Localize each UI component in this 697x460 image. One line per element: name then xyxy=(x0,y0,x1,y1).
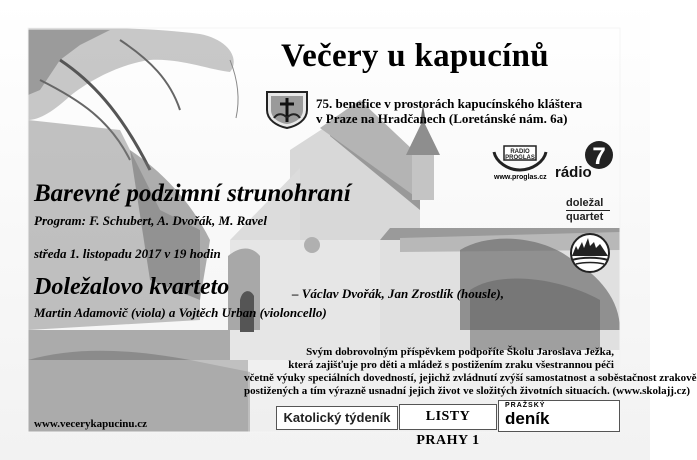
support-line: která zajišťuje pro děti a mládež s postižením zraku všestrannou péči xyxy=(288,359,614,371)
denik-label: deník xyxy=(505,409,550,428)
website-link[interactable]: www.vecerykapucinu.cz xyxy=(34,418,148,430)
support-line: včetně výuky speciálních dovedností, jejichž zvládnutí zvýší samostatnost a soběstačnost zrakově xyxy=(244,372,697,384)
benefit-address: v Praze na Hradčanech (Loretánské nám. 6a) xyxy=(316,111,568,126)
svg-text:rádio: rádio xyxy=(555,164,592,181)
quartet-logo-line2: quartet xyxy=(566,211,604,223)
dolezal-quartet-logo xyxy=(566,197,610,223)
svg-text:PROGLAS: PROGLAS xyxy=(505,155,535,161)
concert-program: Program: F. Schubert, A. Dvořák, M. Ravel xyxy=(34,213,267,228)
benefit-line: 75. benefice v prostorách kapucínského kláštera xyxy=(316,96,583,111)
concert-date: středa 1. listopadu 2017 v 19 hodin xyxy=(34,246,221,261)
prazsky-denik-logo xyxy=(498,400,620,432)
prague-castle-logo-icon xyxy=(566,232,614,274)
radio-7-logo xyxy=(553,137,615,181)
series-title: Večery u kapucínů xyxy=(281,38,549,74)
katolicky-tydenik-logo: Katolický týdeník xyxy=(276,406,398,430)
prazsky-label: PRAŽSKÝ xyxy=(505,402,546,409)
support-line: Svým dobrovolným příspěvkem podpoříte Školu Jaroslava Ježka, xyxy=(306,346,614,358)
listy-prahy-1-logo xyxy=(399,404,497,448)
ensemble-members-line1: – Václav Dvořák, Jan Zrostlík (housle), xyxy=(292,286,504,301)
charity-support-text xyxy=(244,346,697,398)
svg-text:7: 7 xyxy=(592,143,606,170)
benefit-info xyxy=(316,96,582,126)
concert-title: Barevné podzimní strunohraní xyxy=(34,180,351,207)
listy-prahy-text: LISTY PRAHY xyxy=(416,409,471,448)
ensemble-name: Doležalovo kvarteto xyxy=(34,274,230,300)
quartet-logo-line1: doležal xyxy=(566,197,604,209)
ensemble-members-line2: Martin Adamovič (viola) a Vojtěch Urban (violoncello) xyxy=(34,305,327,320)
listy-prahy-number: 1 xyxy=(472,433,480,448)
capuchin-emblem-icon xyxy=(263,88,311,130)
support-line: postižených a tím výrazně usnadní jejich život ve složitých životních situacích. (www.skolajj.cz) xyxy=(244,385,691,397)
proglas-url: www.proglas.cz xyxy=(494,174,547,181)
svg-text:RADIO: RADIO xyxy=(510,149,530,155)
